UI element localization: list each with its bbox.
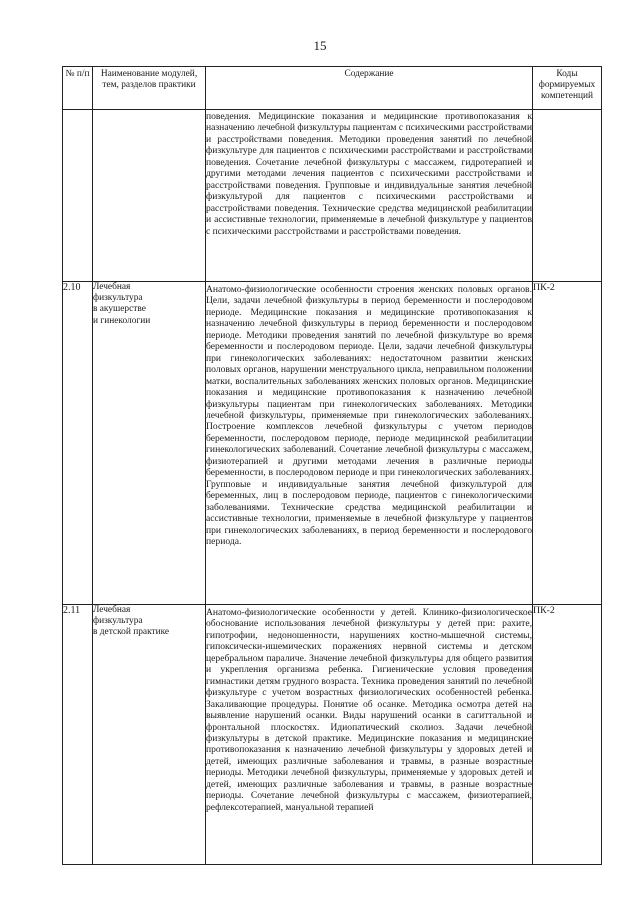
row-content: поведения. Медицинские показания и медицинские противопоказания к назначению лечебной физкультуры пациентам с психическими расстройствами и расстройствами поведения. Методики проведения занятий по лечебной физкультуре для пациентов с психическими расстройствами и расстройствами поведения. Сочетание лечебной физкультуры с массажем, гидротерапией и другими методами лечения пациентов с психическими расстройствами и расстройствами поведения. Групповые и индивидуальные занятия лечебной физкультурой для пациентов с психическими расстройствами и расстройствами поведения. Технические средства медицинской реабилитации и ассистивные технологии, применяемые в лечебной физкультуре у пациентов с психическими расстройствами и расстройствами поведения. bbox=[206, 110, 533, 282]
row-competency-codes: ПК-2 bbox=[533, 605, 602, 865]
page-number: 15 bbox=[313, 38, 327, 53]
row-number: 2.10 bbox=[63, 282, 93, 605]
table-header-row bbox=[63, 67, 602, 110]
row-content: Анатомо-физиологические особенности у детей. Клинико-физиологическое обоснование использования лечебной физкультуры у детей при: рахите, гипотрофии, недоношенности, нарушениях костно-мышечной системы, гипоксически-ишемических поражениях нервной системы и детском церебральном параличе. Значение лечебной физкультуры для общего развития и укрепления организма ребенка. Гигиенические условия проведения гимнастики детям грудного возраста. Техника проведения занятий по лечебной физкультуре с учетом возрастных физиологических особенностей ребенка. Закаливающие процедуры. Понятие об осанке. Методика осмотра детей на выявление нарушений осанки. Виды нарушений осанки в сагиттальной и фронтальной плоскостях. Идиопатический сколиоз. Задачи лечебной физкультуры в детской практике. Медицинские показания и медицинские противопоказания к назначению лечебной физкультуры у здоровых детей и детей, имеющих различные заболевания и травмы, в разные возрастные периоды. Методики лечебной физкультуры, применяемые у здоровых детей и детей, имеющих различные заболевания и травмы, в разные возрастные периоды. Сочетание лечебной физкультуры с массажем, физиотерапией, рефлексотерапией, мануальной терапией bbox=[206, 605, 533, 865]
module-name-line: и гинекологии bbox=[93, 315, 151, 326]
module-name-line: Лечебная bbox=[93, 605, 131, 615]
table-row bbox=[63, 110, 602, 282]
module-name-line: в детской практике bbox=[93, 627, 170, 638]
module-name-line: физкультура bbox=[93, 293, 143, 304]
table-row bbox=[63, 605, 602, 865]
curriculum-table bbox=[62, 66, 602, 865]
row-content: Анатомо-физиологические особенности строения женских половых органов. Цели, задачи лечебной физкультуры в период беременности и послеродовом периоде. Медицинские показания и медицинские противопоказания к назначению лечебной физкультуры в период беременности и послеродовом периоде. Методики проведения занятий по лечебной физкультуре во время беременности и послеродовом периоде. Цели, задачи лечебной физкультуры при гинекологических заболеваниях: недостаточном развитии женских половых органов, нарушении менструального цикла, неправильном положении матки, воспалительных заболеваниях женских половых органов. Медицинские показания и медицинские противопоказания к назначению лечебной физкультуры пациентам при гинекологических заболеваниях. Методики лечебной физкультуры, применяемые при гинекологических заболеваниях. Построение комплексов лечебной физкультуры с учетом периодов беременности, послеродовом периоде, периоде медицинской реабилитации гинекологических заболеваний. Сочетание лечебной физкультуры с массажем, физиотерапией и другими методами лечения в различные периоды беременности, в послеродовом периоде и при гинекологических заболеваниях. Групповые и индивидуальные занятия лечебной физкультурой для беременных, лиц в послеродовом периоде, пациентов с гинекологическими заболеваниями. Технические средства медицинской реабилитации и ассистивные технологии, применяемые в лечебной физкультуре у пациентов при гинекологических заболеваниях, в период беременности и послеродового периода. bbox=[206, 282, 533, 605]
module-name-line: Лечебная bbox=[93, 282, 131, 292]
table-row bbox=[63, 282, 602, 605]
header-competency-codes: Коды формируемых компетенций bbox=[533, 67, 602, 110]
module-name-line: в акушерстве bbox=[93, 304, 146, 315]
header-content: Содержание bbox=[206, 67, 533, 110]
row-number: 2.11 bbox=[63, 605, 93, 865]
row-number bbox=[63, 110, 93, 282]
row-module-name bbox=[93, 282, 206, 605]
row-module-name bbox=[93, 605, 206, 865]
row-competency-codes: ПК-2 bbox=[533, 282, 602, 605]
row-module-name bbox=[93, 110, 206, 282]
module-name-line: физкультура bbox=[93, 616, 143, 627]
header-number: № п/п bbox=[63, 67, 93, 110]
row-competency-codes bbox=[533, 110, 602, 282]
header-module-name: Наименование модулей, тем, разделов практики bbox=[93, 67, 206, 110]
